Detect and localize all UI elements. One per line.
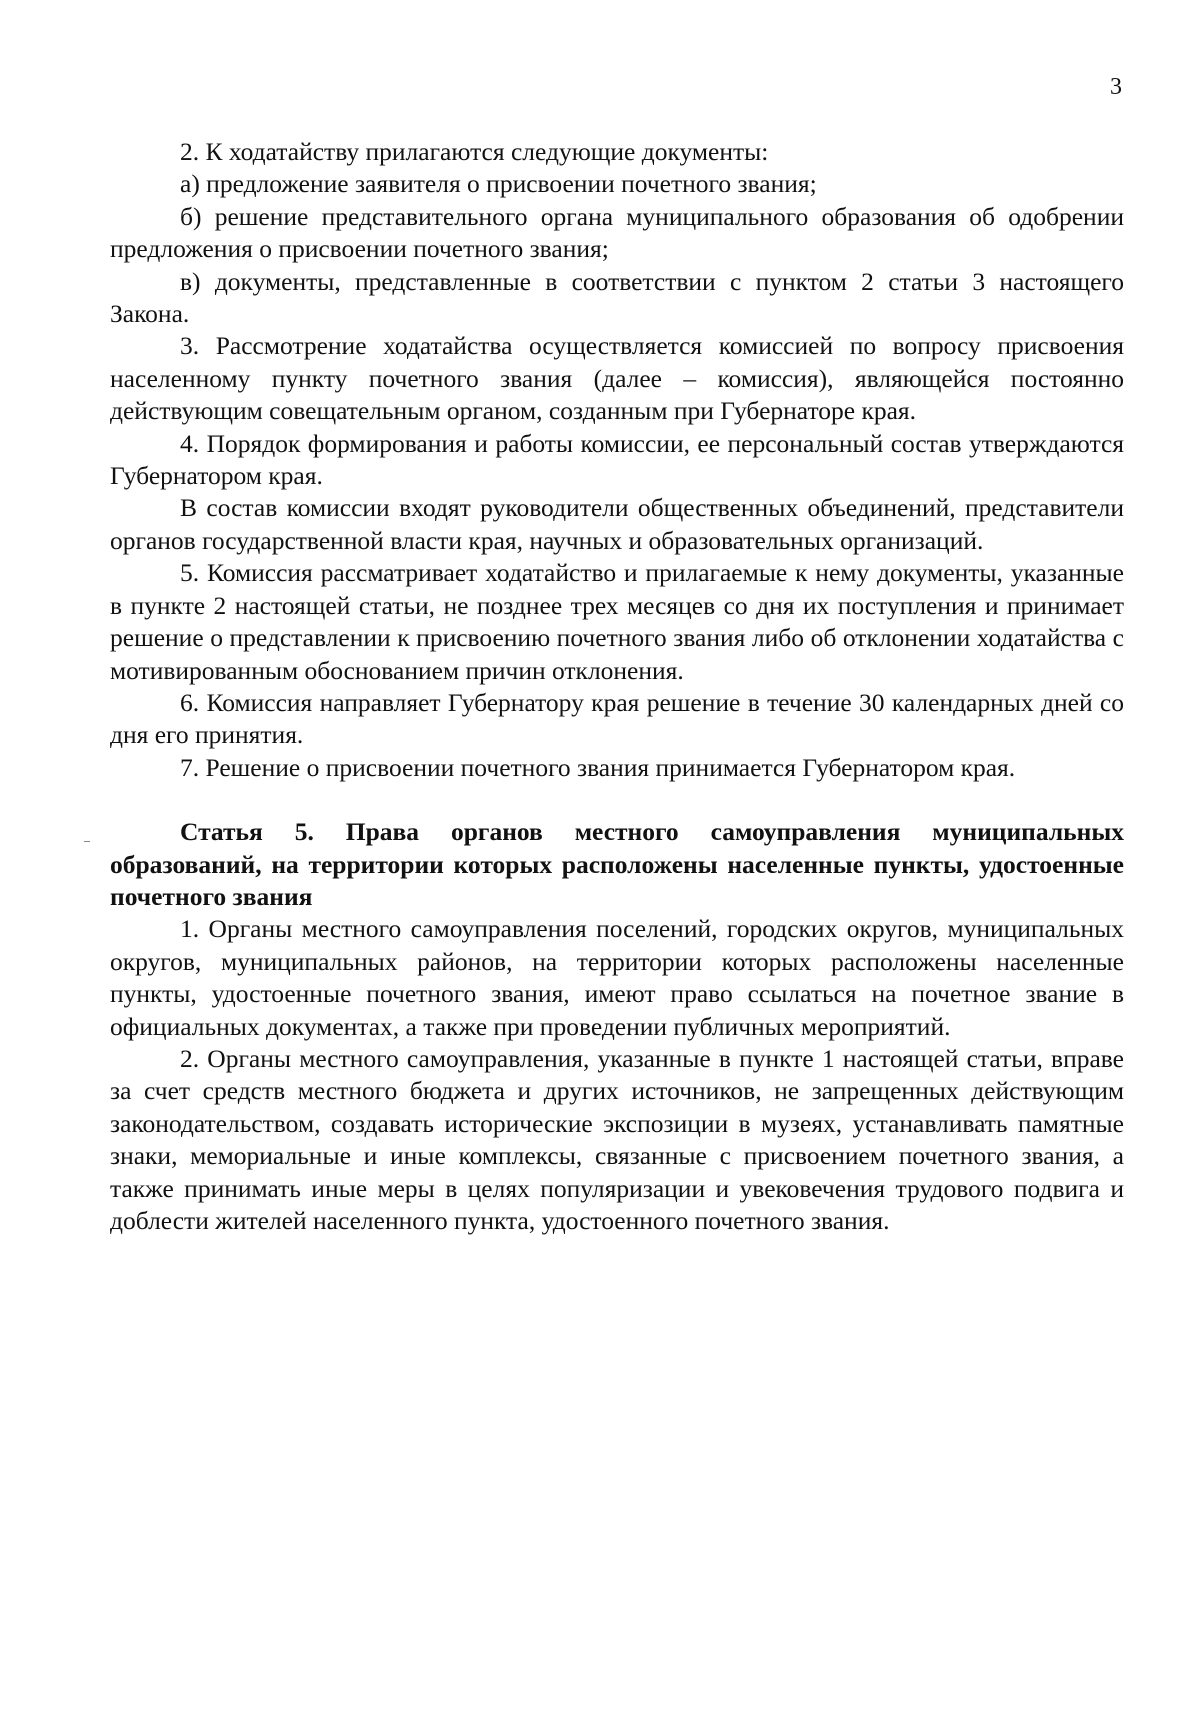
paragraph-item-7: 7. Решение о присвоении почетного звания принимается Губернатором края. — [180, 752, 1016, 782]
article-5-heading: Статья 5. Права органов местного самоуправления муниципальных образований, на территории которых расположены населенные пункты, удостоенные почетного звания — [110, 817, 1124, 911]
paragraph-item-4: 4. Порядок формирования и работы комиссии, ее персональный состав утверждаются Губернатором края. — [110, 428, 1124, 491]
paragraph-subitem-a: а) предложение заявителя о присвоении почетного звания; — [180, 169, 817, 199]
paragraph-subitem-v: в) документы, представленные в соответствии с пунктом 2 статьи 3 настоящего Закона. — [110, 266, 1124, 329]
page-number: 3 — [1110, 74, 1122, 100]
paragraph-commission-composition: В состав комиссии входят руководители общественных объединений, представители органов государственной власти края, научных и образовательных организаций. — [110, 493, 1124, 555]
paragraph-subitem-b: б) решение представительного органа муниципального образования об одобрении предложения о присвоении почетного звания; — [110, 201, 1124, 264]
paragraph-article5-item-1: 1. Органы местного самоуправления поселений, городских округов, муниципальных округов, муниципальных районов, на территории которых расположены населенные пункты, удостоенные почетного звания, имеют право ссылаться на почетное звание в официальных документах, а также при проведении публичных мероприятий. — [110, 914, 1124, 1041]
paragraph-item-6: 6. Комиссия направляет Губернатору края решение в течение 30 календарных дней со дня его принятия. — [110, 687, 1124, 750]
paragraph-item-3: 3. Рассмотрение ходатайства осуществляется комиссией по вопросу присвоения населенному пункту почетного звания (далее – комиссия), являющейся постоянно действующим совещательным органом, созданным при Губернаторе края. — [110, 331, 1124, 426]
document-body — [110, 136, 1124, 1237]
paragraph-item-5: 5. Комиссия рассматривает ходатайство и прилагаемые к нему документы, указанные в пункте 2 настоящей статьи, не позднее трех месяцев со дня их поступления и принимает решение о представлении к присвоению почетного звания либо об отклонении ходатайства с мотивированным обоснованием причин отклонения. — [110, 558, 1124, 685]
margin-mark — [84, 841, 90, 842]
paragraph-item-2-intro: 2. К ходатайству прилагаются следующие документы: — [180, 137, 769, 166]
paragraph-article5-item-2: 2. Органы местного самоуправления, указанные в пункте 1 настоящей статьи, вправе за счет средств местного бюджета и других источников, не запрещенных действующим законодательством, создавать исторические экспозиции в музеях, устанавливать памятные знаки, мемориальные и иные комплексы, связанные с присвоением почетного звания, а также принимать иные меры в целях популяризации и увековечения трудового подвига и доблести жителей населенного пункта, удостоенного почетного звания. — [110, 1043, 1124, 1235]
